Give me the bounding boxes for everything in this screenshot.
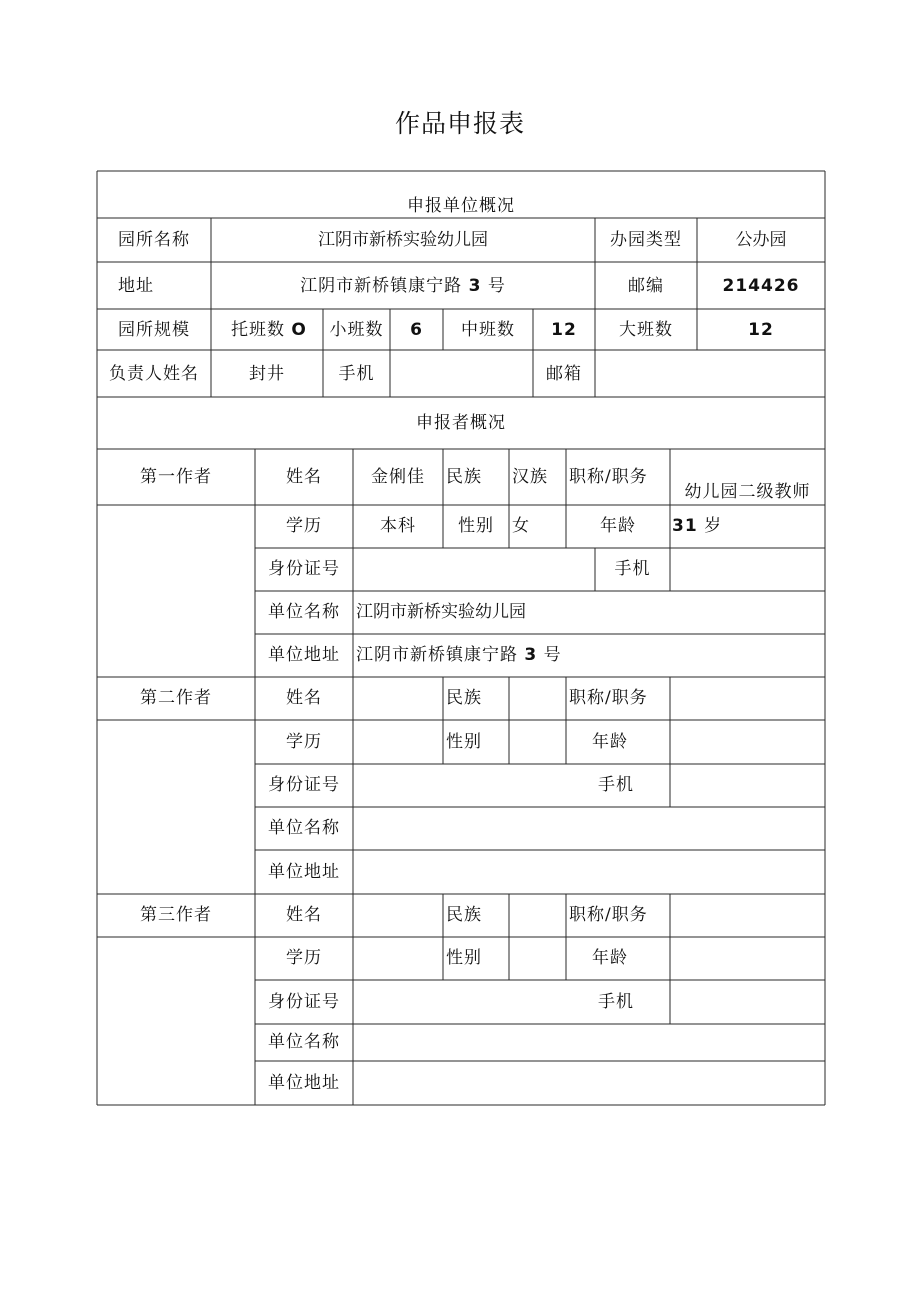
author2-org-address-label: 单位地址 <box>268 862 340 882</box>
author3-gender-label: 性别 <box>446 948 482 968</box>
author2-org-name-label: 单位名称 <box>268 818 340 838</box>
author2-gender-label: 性别 <box>446 732 482 752</box>
leader-email-label: 邮箱 <box>546 364 582 384</box>
author3-heading: 第三作者 <box>140 905 212 925</box>
author3-id-label: 身份证号 <box>268 992 340 1012</box>
author1-age-label: 年龄 <box>600 516 636 536</box>
toddler-class-count <box>231 320 307 340</box>
toddler-class-label: 托班数 <box>231 320 285 340</box>
author1-org-street: 江阴市新桥镇康宁路 <box>356 645 518 665</box>
author3-education-label: 学历 <box>286 948 322 968</box>
author2-age-label: 年龄 <box>592 732 628 752</box>
leader-phone-label: 手机 <box>338 364 375 384</box>
postcode-label: 邮编 <box>628 276 664 296</box>
leader-name-value: 封井 <box>249 364 285 384</box>
author1-title-label: 职称/职务 <box>569 467 648 487</box>
author3-org-address-label: 单位地址 <box>268 1073 340 1093</box>
author2-heading: 第二作者 <box>140 688 212 708</box>
applicants-section-heading: 申报者概况 <box>416 413 506 433</box>
middle-class-value: 12 <box>551 320 577 340</box>
author3-ethnicity-label: 民族 <box>446 905 482 925</box>
author1-name-value: 金俐佳 <box>371 467 425 487</box>
small-class-label: 小班数 <box>329 320 384 340</box>
author2-ethnicity-label: 民族 <box>446 688 482 708</box>
author2-title-label: 职称/职务 <box>569 688 648 708</box>
author1-heading: 第一作者 <box>140 467 212 487</box>
author1-ethnicity-value: 汉族 <box>512 467 548 487</box>
author1-gender-label: 性别 <box>458 516 494 536</box>
author1-id-label: 身份证号 <box>268 559 340 579</box>
garden-type-value: 公办园 <box>735 230 787 250</box>
author1-title-value: 幼儿园二级教师 <box>684 482 811 502</box>
garden-name-label: 园所名称 <box>118 230 190 250</box>
large-class-value: 12 <box>748 320 774 340</box>
garden-name-value: 江阴市新桥实验幼儿园 <box>318 230 488 250</box>
author3-name-label: 姓名 <box>286 905 322 925</box>
author1-gender-value: 女 <box>512 516 530 536</box>
author1-org-name-value: 江阴市新桥实验幼儿园 <box>356 602 526 622</box>
author2-education-label: 学历 <box>286 732 322 752</box>
leader-name-label: 负责人姓名 <box>109 364 199 384</box>
author1-age-unit: 岁 <box>704 516 723 536</box>
postcode-value: 214426 <box>722 276 800 296</box>
author1-org-number: 3 <box>524 645 538 665</box>
author1-org-suffix: 号 <box>543 645 562 665</box>
author1-age-number: 31 <box>672 516 698 536</box>
author2-name-label: 姓名 <box>286 688 322 708</box>
author3-age-label: 年龄 <box>592 948 628 968</box>
author1-org-address-label: 单位地址 <box>268 645 340 665</box>
author1-education-label: 学历 <box>286 516 322 536</box>
address-street: 江阴市新桥镇康宁路 <box>300 276 463 296</box>
scale-label: 园所规模 <box>118 320 190 340</box>
small-class-value: 6 <box>410 320 423 340</box>
author2-id-label: 身份证号 <box>268 775 340 795</box>
author1-phone-label: 手机 <box>614 559 651 579</box>
author3-title-label: 职称/职务 <box>569 905 648 925</box>
author3-phone-label: 手机 <box>598 992 634 1012</box>
address-number: 3 <box>468 276 482 296</box>
garden-type-label: 办园类型 <box>610 230 682 250</box>
author1-education-value: 本科 <box>380 516 416 536</box>
middle-class-label: 中班数 <box>461 320 515 340</box>
page-title: 作品申报表 <box>394 109 525 138</box>
author1-name-label: 姓名 <box>286 467 322 487</box>
author1-ethnicity-label: 民族 <box>446 467 482 487</box>
author1-age-value <box>672 516 722 536</box>
toddler-class-value: O <box>291 320 307 340</box>
address-suffix: 号 <box>487 276 506 296</box>
address-value <box>211 276 595 296</box>
author1-org-name-label: 单位名称 <box>268 602 340 622</box>
author3-org-name-label: 单位名称 <box>268 1032 340 1052</box>
unit-section-heading: 申报单位概况 <box>407 196 515 216</box>
author1-org-address-value <box>356 645 562 665</box>
author2-phone-label: 手机 <box>598 775 634 795</box>
large-class-label: 大班数 <box>619 320 673 340</box>
address-label: 地址 <box>118 276 154 296</box>
